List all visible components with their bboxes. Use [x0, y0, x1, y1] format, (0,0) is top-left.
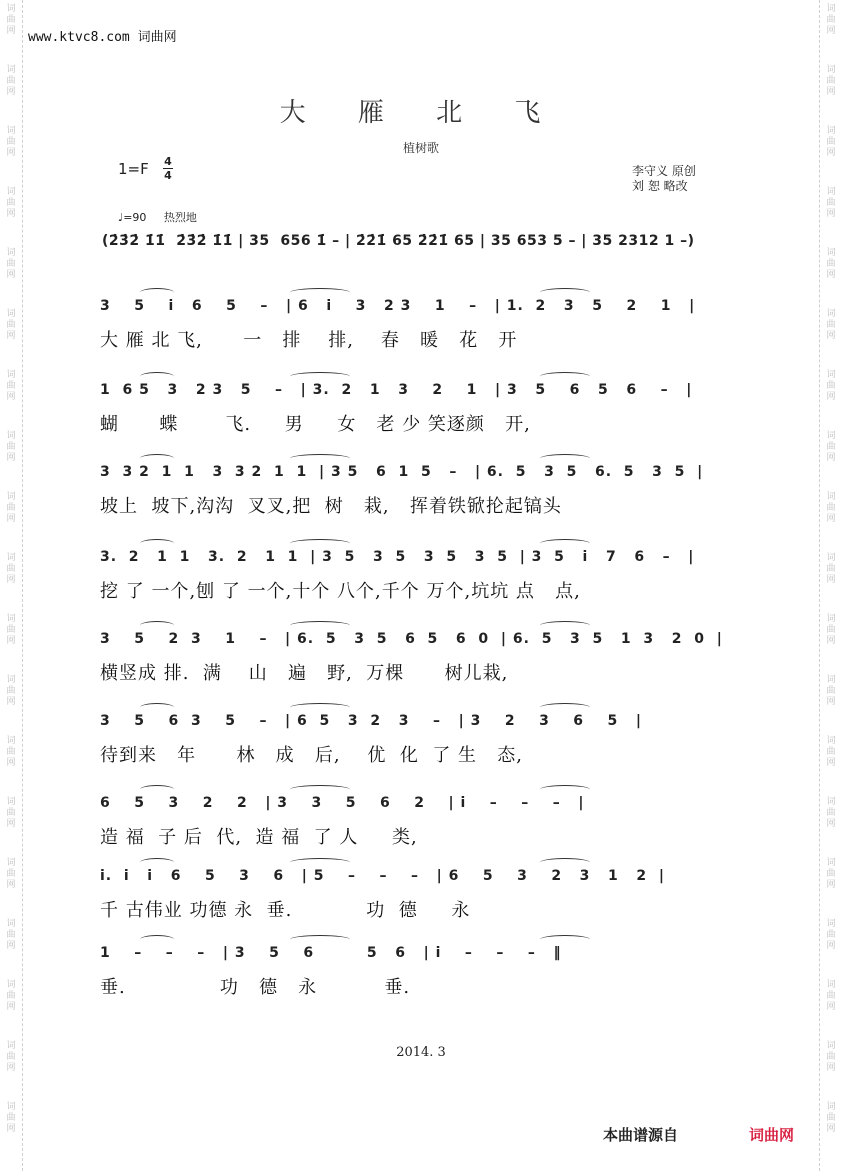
watermark-char: 曲 — [826, 442, 836, 452]
watermark-char: 曲 — [6, 686, 16, 696]
slur-arc — [540, 703, 590, 712]
watermark-char: 曲 — [826, 625, 836, 635]
slur-arc — [290, 621, 350, 630]
site-url[interactable]: www.ktvc8.com 词曲网 — [28, 30, 177, 45]
watermark-char: 网 — [826, 758, 836, 768]
watermark-char: 网 — [6, 819, 16, 829]
watermark-char: 词 — [6, 1102, 16, 1112]
watermark-char: 词 — [826, 614, 836, 624]
slur-arc — [290, 539, 350, 548]
watermark-char: 网 — [6, 331, 16, 341]
slur-arc — [290, 703, 350, 712]
intro-notes: (2̇3̇2̇ 1̇1̇ 2̇3̇2̇ 1̇1̇ | 35 656 1̇ – | 2̇2̇1̇ 65 2̇2̇1̇ 65 | 35 653 5 – | 35 2312 1 –) — [102, 233, 695, 249]
slur-arc — [290, 288, 350, 297]
slur-arc — [290, 935, 350, 944]
watermark-char: 词 — [6, 187, 16, 197]
watermark-char: 网 — [6, 87, 16, 97]
watermark-char: 曲 — [826, 564, 836, 574]
watermark-char: 词 — [6, 919, 16, 929]
watermark-char: 曲 — [6, 1052, 16, 1062]
lyrics-row: 待到来 年 林 成 后, 优 化 了 生 态, — [100, 745, 523, 766]
tempo-value: ♩=90 — [118, 211, 147, 224]
watermark-char: 曲 — [826, 76, 836, 86]
watermark-char: 网 — [826, 209, 836, 219]
watermark-char: 词 — [6, 492, 16, 502]
credits — [632, 164, 696, 194]
lyrics-row: 造 福 子 后 代, 造 福 了 人 类, — [100, 827, 418, 848]
watermark-char: 曲 — [826, 869, 836, 879]
watermark-char: 曲 — [6, 930, 16, 940]
watermark-char: 曲 — [6, 15, 16, 25]
slur-arc — [540, 372, 590, 381]
watermark-char: 词 — [6, 65, 16, 75]
watermark-char: 曲 — [6, 442, 16, 452]
slur-arc — [540, 621, 590, 630]
watermark-char: 网 — [6, 697, 16, 707]
watermark-char: 网 — [826, 270, 836, 280]
watermark-char: 曲 — [6, 198, 16, 208]
watermark-char: 网 — [6, 941, 16, 951]
watermark-char: 词 — [826, 4, 836, 14]
watermark-char: 网 — [826, 1124, 836, 1134]
time-signature — [163, 156, 173, 181]
watermark-char: 网 — [6, 758, 16, 768]
watermark-char: 词 — [6, 980, 16, 990]
watermark-char: 网 — [826, 392, 836, 402]
slur-arc — [140, 454, 174, 463]
slur-arc — [540, 858, 590, 867]
song-title: 大 雁 北 飞 — [279, 98, 563, 128]
watermark-char: 词 — [826, 1041, 836, 1051]
slur-arc — [540, 454, 590, 463]
notation-row: 3. 2 1 1 3. 2 1 1 | 3 5 3 5 3 5 3 5 | 3 5 i 7 6 – | — [100, 549, 695, 565]
watermark-char: 网 — [6, 1124, 16, 1134]
source-label: 本曲谱源自 — [603, 1126, 679, 1144]
lyrics-row: 横竖成 排. 满 山 遍 野, 万棵 树儿栽, — [100, 663, 509, 684]
watermark-char: 曲 — [826, 1113, 836, 1123]
notation-row: i. i i 6 5 3 6 | 5 – – – | 6 5 3 2 3 1 2 | — [100, 868, 666, 884]
brand-link[interactable]: 词曲网 — [749, 1126, 795, 1144]
watermark-char: 网 — [826, 1063, 836, 1073]
lyrics-row: 垂. 功 德 永 垂. — [100, 977, 411, 998]
watermark-char: 网 — [826, 636, 836, 646]
watermark-char: 曲 — [6, 503, 16, 513]
watermark-char: 网 — [826, 514, 836, 524]
watermark-char: 词 — [6, 553, 16, 563]
lyrics-row: 大 雁 北 飞, 一 排 排, 春 暖 花 开 — [100, 330, 518, 351]
watermark-char: 曲 — [6, 76, 16, 86]
watermark-char: 网 — [826, 148, 836, 158]
watermark-char: 词 — [6, 4, 16, 14]
watermark-char: 网 — [826, 880, 836, 890]
watermark-char: 词 — [826, 187, 836, 197]
watermark-char: 曲 — [826, 991, 836, 1001]
watermark-char: 词 — [826, 309, 836, 319]
watermark-char: 网 — [6, 1002, 16, 1012]
watermark-char: 词 — [826, 65, 836, 75]
notation-row: 3 5 i 6 5 – | 6 i 3 2 3 1 – | 1. 2 3 5 2 1 | — [100, 298, 696, 314]
watermark-char: 曲 — [6, 137, 16, 147]
watermark-char: 曲 — [826, 930, 836, 940]
slur-arc — [540, 935, 590, 944]
watermark-char: 网 — [6, 1063, 16, 1073]
watermark-char: 曲 — [826, 320, 836, 330]
composer: 李守义 原创 — [632, 164, 696, 178]
slur-arc — [540, 539, 590, 548]
watermark-char: 词 — [6, 858, 16, 868]
watermark-char: 网 — [6, 26, 16, 36]
slur-arc — [140, 935, 174, 944]
watermark-char: 网 — [826, 26, 836, 36]
notation-row: 1 6 5 3 2 3 5 – | 3. 2 1 3 2 1 | 3 5 6 5 6 – | — [100, 382, 693, 398]
arranger: 刘 恕 略改 — [632, 179, 688, 193]
notation-row: 3 5 6 3 5 – | 6 5 3 2 3 – | 3 2 3 6 5 | — [100, 713, 643, 729]
watermark-char: 网 — [6, 514, 16, 524]
watermark-char: 曲 — [826, 259, 836, 269]
watermark-char: 网 — [826, 697, 836, 707]
time-signature-bottom: 4 — [164, 169, 172, 182]
notation-row: 1 – – – | 3 5 6 5 6 | i – – – ‖ — [100, 945, 562, 961]
watermark-char: 曲 — [826, 137, 836, 147]
watermark-char: 词 — [826, 858, 836, 868]
watermark-char: 曲 — [6, 869, 16, 879]
notation-row: 3 3 2 1 1 3 3 2 1 1 | 3 5 6 1 5 – | 6. 5 3 5 6. 5 3 5 | — [100, 464, 704, 480]
watermark-char: 曲 — [6, 381, 16, 391]
watermark-char: 曲 — [826, 381, 836, 391]
watermark-char: 网 — [6, 880, 16, 890]
watermark-char: 词 — [826, 553, 836, 563]
watermark-char: 词 — [826, 980, 836, 990]
watermark-char: 词 — [6, 126, 16, 136]
watermark-char: 曲 — [826, 15, 836, 25]
watermark-char: 词 — [6, 614, 16, 624]
slur-arc — [140, 621, 174, 630]
watermark-char: 词 — [826, 248, 836, 258]
slur-arc — [140, 785, 174, 794]
tempo-marking — [118, 209, 197, 225]
watermark-char: 词 — [826, 919, 836, 929]
right-margin-watermark — [819, 0, 842, 1171]
watermark-char: 词 — [6, 797, 16, 807]
watermark-char: 网 — [6, 453, 16, 463]
slur-arc — [140, 703, 174, 712]
slur-arc — [290, 372, 350, 381]
watermark-char: 曲 — [826, 686, 836, 696]
watermark-char: 网 — [6, 209, 16, 219]
watermark-char: 网 — [826, 1002, 836, 1012]
watermark-char: 曲 — [6, 320, 16, 330]
watermark-char: 曲 — [826, 808, 836, 818]
watermark-char: 曲 — [826, 503, 836, 513]
notation-row: 6 5 3 2 2 | 3 3 5 6 2 | i – – – | — [100, 795, 585, 811]
watermark-char: 网 — [826, 453, 836, 463]
slur-arc — [540, 288, 590, 297]
watermark-char: 曲 — [6, 259, 16, 269]
watermark-char: 词 — [826, 797, 836, 807]
watermark-char: 曲 — [6, 991, 16, 1001]
watermark-char: 词 — [826, 492, 836, 502]
watermark-char: 词 — [826, 675, 836, 685]
watermark-char: 词 — [6, 675, 16, 685]
expression-mark: 热烈地 — [163, 211, 197, 224]
notation-row: 3 5 2 3 1 – | 6. 5 3 5 6 5 6 0 | 6. 5 3 5 1 3 2 0 | — [100, 631, 723, 647]
watermark-char: 网 — [6, 636, 16, 646]
watermark-char: 网 — [6, 148, 16, 158]
time-signature-top: 4 — [164, 155, 172, 168]
slur-arc — [140, 372, 174, 381]
watermark-char: 网 — [6, 575, 16, 585]
watermark-char: 曲 — [6, 1113, 16, 1123]
watermark-char: 词 — [6, 248, 16, 258]
slur-arc — [140, 858, 174, 867]
watermark-char: 词 — [6, 736, 16, 746]
watermark-char: 曲 — [6, 747, 16, 757]
lyrics-row: 挖 了 一个,刨 了 一个,十个 八个,千个 万个,坑坑 点 点, — [100, 581, 581, 602]
watermark-char: 词 — [6, 431, 16, 441]
slur-arc — [290, 858, 350, 867]
key-signature: 1=F — [118, 160, 149, 178]
watermark-char: 词 — [826, 736, 836, 746]
watermark-char: 词 — [6, 370, 16, 380]
watermark-char: 网 — [826, 941, 836, 951]
song-subtitle: 植树歌 — [402, 141, 439, 155]
watermark-char: 网 — [826, 819, 836, 829]
watermark-char: 词 — [6, 309, 16, 319]
lyrics-row: 千 古伟业 功德 永 垂. 功 德 永 — [100, 900, 471, 921]
watermark-char: 曲 — [6, 808, 16, 818]
lyrics-row: 蝴 蝶 飞. 男 女 老 少 笑逐颜 开, — [100, 414, 531, 435]
watermark-char: 曲 — [6, 564, 16, 574]
watermark-char: 词 — [826, 370, 836, 380]
watermark-char: 网 — [6, 392, 16, 402]
watermark-char: 网 — [826, 87, 836, 97]
left-margin-watermark — [0, 0, 23, 1171]
watermark-char: 网 — [6, 270, 16, 280]
slur-arc — [540, 785, 590, 794]
watermark-char: 曲 — [6, 625, 16, 635]
watermark-char: 词 — [826, 431, 836, 441]
watermark-char: 词 — [826, 1102, 836, 1112]
watermark-char: 曲 — [826, 1052, 836, 1062]
watermark-char: 网 — [826, 575, 836, 585]
slur-arc — [140, 288, 174, 297]
slur-arc — [140, 539, 174, 548]
slur-arc — [290, 454, 350, 463]
composition-date: 2014. 3 — [396, 1045, 446, 1060]
watermark-char: 曲 — [826, 198, 836, 208]
watermark-char: 词 — [826, 126, 836, 136]
slur-arc — [290, 785, 350, 794]
watermark-char: 词 — [6, 1041, 16, 1051]
watermark-char: 网 — [826, 331, 836, 341]
lyrics-row: 坡上 坡下,沟沟 叉叉,把 树 栽, 挥着铁锨抡起镐头 — [100, 496, 562, 517]
watermark-char: 曲 — [826, 747, 836, 757]
